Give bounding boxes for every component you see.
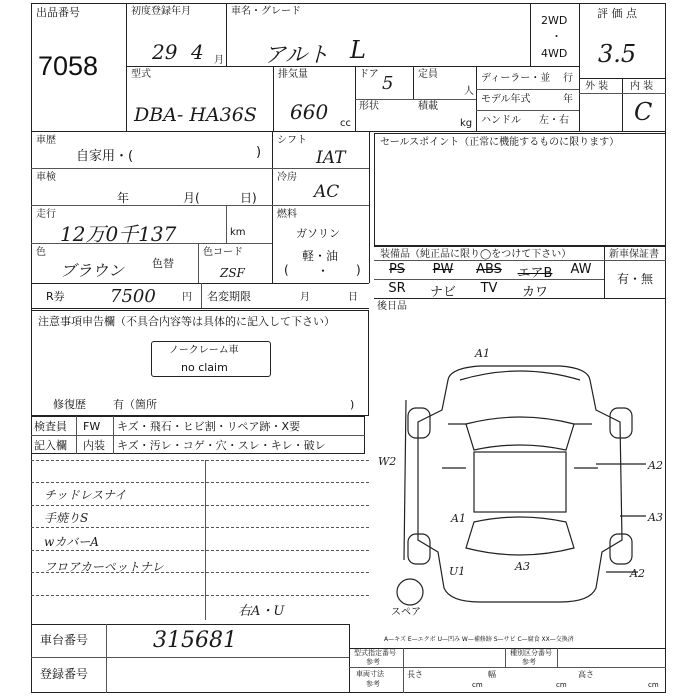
color-change-label: 色替 xyxy=(152,257,174,270)
writer-label: 記入欄 xyxy=(34,439,67,452)
km-unit: km xyxy=(230,227,246,238)
ref-mid xyxy=(349,667,666,668)
equipment-label: 装備品（純正品に限り◯をつけて下さい） xyxy=(380,249,572,260)
chassis-label: 車台番号 xyxy=(40,633,89,647)
ref-table xyxy=(349,648,666,693)
usage-close: ) xyxy=(256,145,262,160)
equip-aw: AW xyxy=(570,262,592,277)
header-divider-1 xyxy=(126,3,127,131)
history-right-border xyxy=(272,131,273,283)
doors-value: 5 xyxy=(382,73,394,94)
wheel-rear-right xyxy=(610,534,632,564)
cc-unit: cc xyxy=(340,118,351,129)
fuel-gas: ガソリン xyxy=(296,227,340,240)
shift-line-2 xyxy=(272,205,369,206)
header-divider-4 xyxy=(579,3,580,131)
length-label: 長さ xyxy=(407,670,423,679)
year-unit: 年 xyxy=(563,94,573,105)
car-rear-window xyxy=(466,517,574,555)
inspection-month-unit: 月( xyxy=(183,191,200,205)
w2-bracket xyxy=(404,400,406,560)
rear-seat-label: 後日品 xyxy=(377,301,407,312)
wheel-front-left xyxy=(408,408,430,438)
remarks-line-1 xyxy=(31,460,369,461)
equipment-row-2 xyxy=(374,281,604,298)
usage-label: 車歴 xyxy=(36,135,56,146)
interior-label: 内 装 xyxy=(630,81,654,92)
chassis-value: 315681 xyxy=(153,628,237,653)
equipment-line-1 xyxy=(374,260,666,261)
recycle-value: 7500 xyxy=(110,286,156,307)
reg-label: 登録番号 xyxy=(40,667,89,681)
equip-navi: ナビ xyxy=(429,285,456,300)
hist-line-1 xyxy=(31,168,272,169)
drive-4wd: 4WD xyxy=(541,47,568,60)
mark-w2: W2 xyxy=(378,455,397,468)
footer-top xyxy=(31,624,349,625)
ref-div-1 xyxy=(403,648,404,693)
remarks-line-5 xyxy=(31,550,369,551)
doors-label: ドア xyxy=(359,69,379,80)
ref-div-3 xyxy=(557,648,558,667)
type-cert-sub: 参考 xyxy=(366,658,380,666)
mark-a3-center: A3 xyxy=(515,560,530,573)
equip-ps: PS xyxy=(388,262,406,277)
remarks-col-divider xyxy=(205,460,206,620)
equipment-top xyxy=(374,246,666,247)
color-divider xyxy=(198,243,199,283)
equipment-bottom xyxy=(374,298,666,299)
fuel-dot: ・ xyxy=(317,264,330,278)
score-subdivider xyxy=(622,78,623,131)
dim-sub: 参考 xyxy=(366,680,380,688)
equip-airbag: エアB xyxy=(517,266,553,281)
fuel-diesel: 軽・油 xyxy=(302,249,339,263)
footer-mid xyxy=(31,657,349,658)
fw-items: キズ・飛石・ヒビ割・リペア跡・X要 xyxy=(117,420,301,433)
recycle-divider xyxy=(201,283,202,308)
repair-value: 有（箇所 xyxy=(113,398,157,411)
mileage-label: 走行 xyxy=(36,209,56,220)
inspector-div-1 xyxy=(76,416,77,454)
first-reg-month: 4 xyxy=(191,40,204,64)
displacement-label: 排気量 xyxy=(278,69,308,80)
drive-dot: ・ xyxy=(551,30,562,43)
dealer-line-2 xyxy=(476,110,579,111)
hist-line-4 xyxy=(31,283,369,284)
repair-close: ) xyxy=(350,398,355,411)
spec-divider-1 xyxy=(273,66,274,131)
equipment-row-1 xyxy=(374,262,604,279)
inspector-label: 検査員 xyxy=(34,420,67,433)
remarks-line-2 xyxy=(31,482,369,483)
inspector-div-2 xyxy=(113,416,114,454)
car-grade-value: L xyxy=(350,36,366,64)
shift-right-border xyxy=(369,131,370,283)
stamp-line-1: ノークレーム車 xyxy=(169,345,239,356)
remark-3: wカバーA xyxy=(44,535,99,549)
handle-options: 左・右 xyxy=(539,115,569,126)
length-unit: cm xyxy=(472,681,483,689)
inspection-day-unit: 日) xyxy=(240,191,257,205)
equip-pw: PW xyxy=(432,262,454,277)
recycle-bottom xyxy=(31,308,369,309)
color-code-value: ZSF xyxy=(220,266,245,280)
equip-tv: TV xyxy=(480,281,498,296)
equipment-divider xyxy=(604,246,605,298)
hist-line-2 xyxy=(31,205,272,206)
equip-leather: カワ xyxy=(521,285,548,300)
interior-items: キズ・汚レ・コゲ・穴・スレ・キレ・破レ xyxy=(117,439,326,452)
first-reg-year: 29 xyxy=(152,40,178,64)
sales-point-label: セールスポイント（正常に機能するものに限ります） xyxy=(380,137,620,148)
inspector-mid xyxy=(31,435,365,436)
inspection-label: 車検 xyxy=(36,172,56,183)
fuel-label: 燃料 xyxy=(277,209,297,220)
name-change-day: 日 xyxy=(348,292,358,303)
warranty-label: 新車保証書 xyxy=(609,249,659,260)
width-label: 幅 xyxy=(488,670,496,679)
shift-label: シフト xyxy=(277,135,307,146)
handle-label: ハンドル xyxy=(481,115,521,126)
height-unit: cm xyxy=(648,681,659,689)
mark-a2-right: A2 xyxy=(648,459,663,472)
shift-value: IAT xyxy=(316,148,346,168)
color-label: 色 xyxy=(36,247,46,258)
type-cert-label: 型式指定番号 xyxy=(354,649,396,657)
stamp-line-2: no claim xyxy=(181,361,228,374)
recycle-label: R券 xyxy=(46,290,65,303)
remark-7: 右A・U xyxy=(238,604,285,619)
category-sub: 参考 xyxy=(522,658,536,666)
remark-1: チッドレスナイ xyxy=(44,488,127,502)
lot-number: 7058 xyxy=(38,51,99,81)
equip-abs: ABS xyxy=(476,262,502,277)
exterior-label: 外 装 xyxy=(585,81,609,92)
diagram-legend: A—キズ E—エクボ U—凹み W—補修跡 S—サビ C—腐食 XX—交換済 xyxy=(384,636,574,643)
interior-value: C xyxy=(634,98,653,126)
usage-value: 自家用・( xyxy=(76,149,134,164)
kg-unit: kg xyxy=(460,118,473,129)
warranty-options: 有・無 xyxy=(617,272,654,286)
spare-label: スペア xyxy=(391,607,421,618)
fw-label: FW xyxy=(83,420,101,433)
spec-divider-4 xyxy=(476,66,477,131)
name-change-label: 名変期限 xyxy=(207,290,251,303)
spec-divider-3 xyxy=(413,66,414,99)
spare-tire xyxy=(397,579,423,605)
model-year-label: モデル年式 xyxy=(481,94,531,105)
repair-label: 修復歴 xyxy=(53,398,86,411)
mileage-value: 12万0千137 xyxy=(60,222,177,246)
car-name-value: アルト xyxy=(264,43,330,68)
wheel-front-right xyxy=(610,408,632,438)
load-label: 積載 xyxy=(418,101,438,112)
mark-a2-bottom: A2 xyxy=(630,567,645,580)
mark-a1-top: A1 xyxy=(475,347,490,360)
width-unit: cm xyxy=(556,681,567,689)
color-value: ブラウン xyxy=(60,261,125,280)
ref-div-2 xyxy=(505,648,506,667)
remarks-line-4 xyxy=(31,527,369,528)
color-code-label: 色コード xyxy=(203,247,243,258)
remarks-line-7 xyxy=(31,595,369,596)
category-label: 種別区分番号 xyxy=(510,649,552,657)
car-windshield xyxy=(466,417,574,450)
dealer-suffix: 行 xyxy=(563,73,573,84)
dealer-line-1 xyxy=(476,89,579,90)
capacity-label: 定員 xyxy=(418,69,438,80)
car-roof xyxy=(474,452,566,512)
dealer-label: ディーラー・並 xyxy=(481,73,551,84)
fuel-paren-open: ( xyxy=(284,263,289,277)
score-label: 評 価 点 xyxy=(597,7,637,20)
mark-a3-right: A3 xyxy=(648,511,663,524)
remark-2: 手焼りS xyxy=(44,511,89,525)
person-unit: 人 xyxy=(464,86,474,97)
car-name-label: 車名・グレード xyxy=(231,6,301,17)
wheel-rear-left xyxy=(408,534,430,564)
footer-label-divider xyxy=(106,624,107,693)
first-reg-month-unit: 月 xyxy=(214,55,224,66)
displacement-value: 660 xyxy=(290,100,329,124)
score-sub-line xyxy=(579,93,666,94)
name-change-month: 月 xyxy=(300,292,310,303)
inspection-year-unit: 年 xyxy=(117,191,130,205)
lot-bottom-line xyxy=(31,131,666,132)
dim-label: 車両寸法 xyxy=(356,670,384,678)
remark-4: フロアカーペットナレ xyxy=(44,560,164,574)
yen-unit: 円 xyxy=(182,292,192,303)
header-divider-2 xyxy=(226,3,227,66)
mark-u1: U1 xyxy=(449,565,466,578)
first-reg-label: 初度登録年月 xyxy=(131,6,191,17)
height-label: 高さ xyxy=(578,670,594,679)
ac-label: 冷房 xyxy=(277,172,297,183)
model-value: DBA- HA36S xyxy=(134,104,257,126)
sales-point-box xyxy=(374,133,666,246)
shift-line-1 xyxy=(272,168,369,169)
car-hood-line xyxy=(460,371,580,380)
header-bottom-line xyxy=(126,66,579,67)
header-divider-3 xyxy=(530,3,531,66)
score-value: 3.5 xyxy=(598,40,637,68)
equipment-line-2 xyxy=(374,279,604,280)
fuel-paren-close: ) xyxy=(356,263,361,277)
lot-label: 出品番号 xyxy=(36,6,80,19)
shape-label: 形状 xyxy=(359,101,379,112)
equip-sr: SR xyxy=(388,281,406,296)
notes-label: 注意事項申告欄（不具合内容等は具体的に記入して下さい） xyxy=(38,315,335,328)
interior-row-label: 内装 xyxy=(83,439,105,452)
remarks-line-3 xyxy=(31,505,369,506)
model-label: 型式 xyxy=(131,69,151,80)
mark-a1-left: A1 xyxy=(451,512,466,525)
car-damage-diagram xyxy=(370,340,666,640)
km-divider xyxy=(226,205,227,243)
drive-2wd: 2WD xyxy=(541,14,568,27)
ac-value: AC xyxy=(314,182,340,202)
spec-mid-line xyxy=(355,99,476,100)
